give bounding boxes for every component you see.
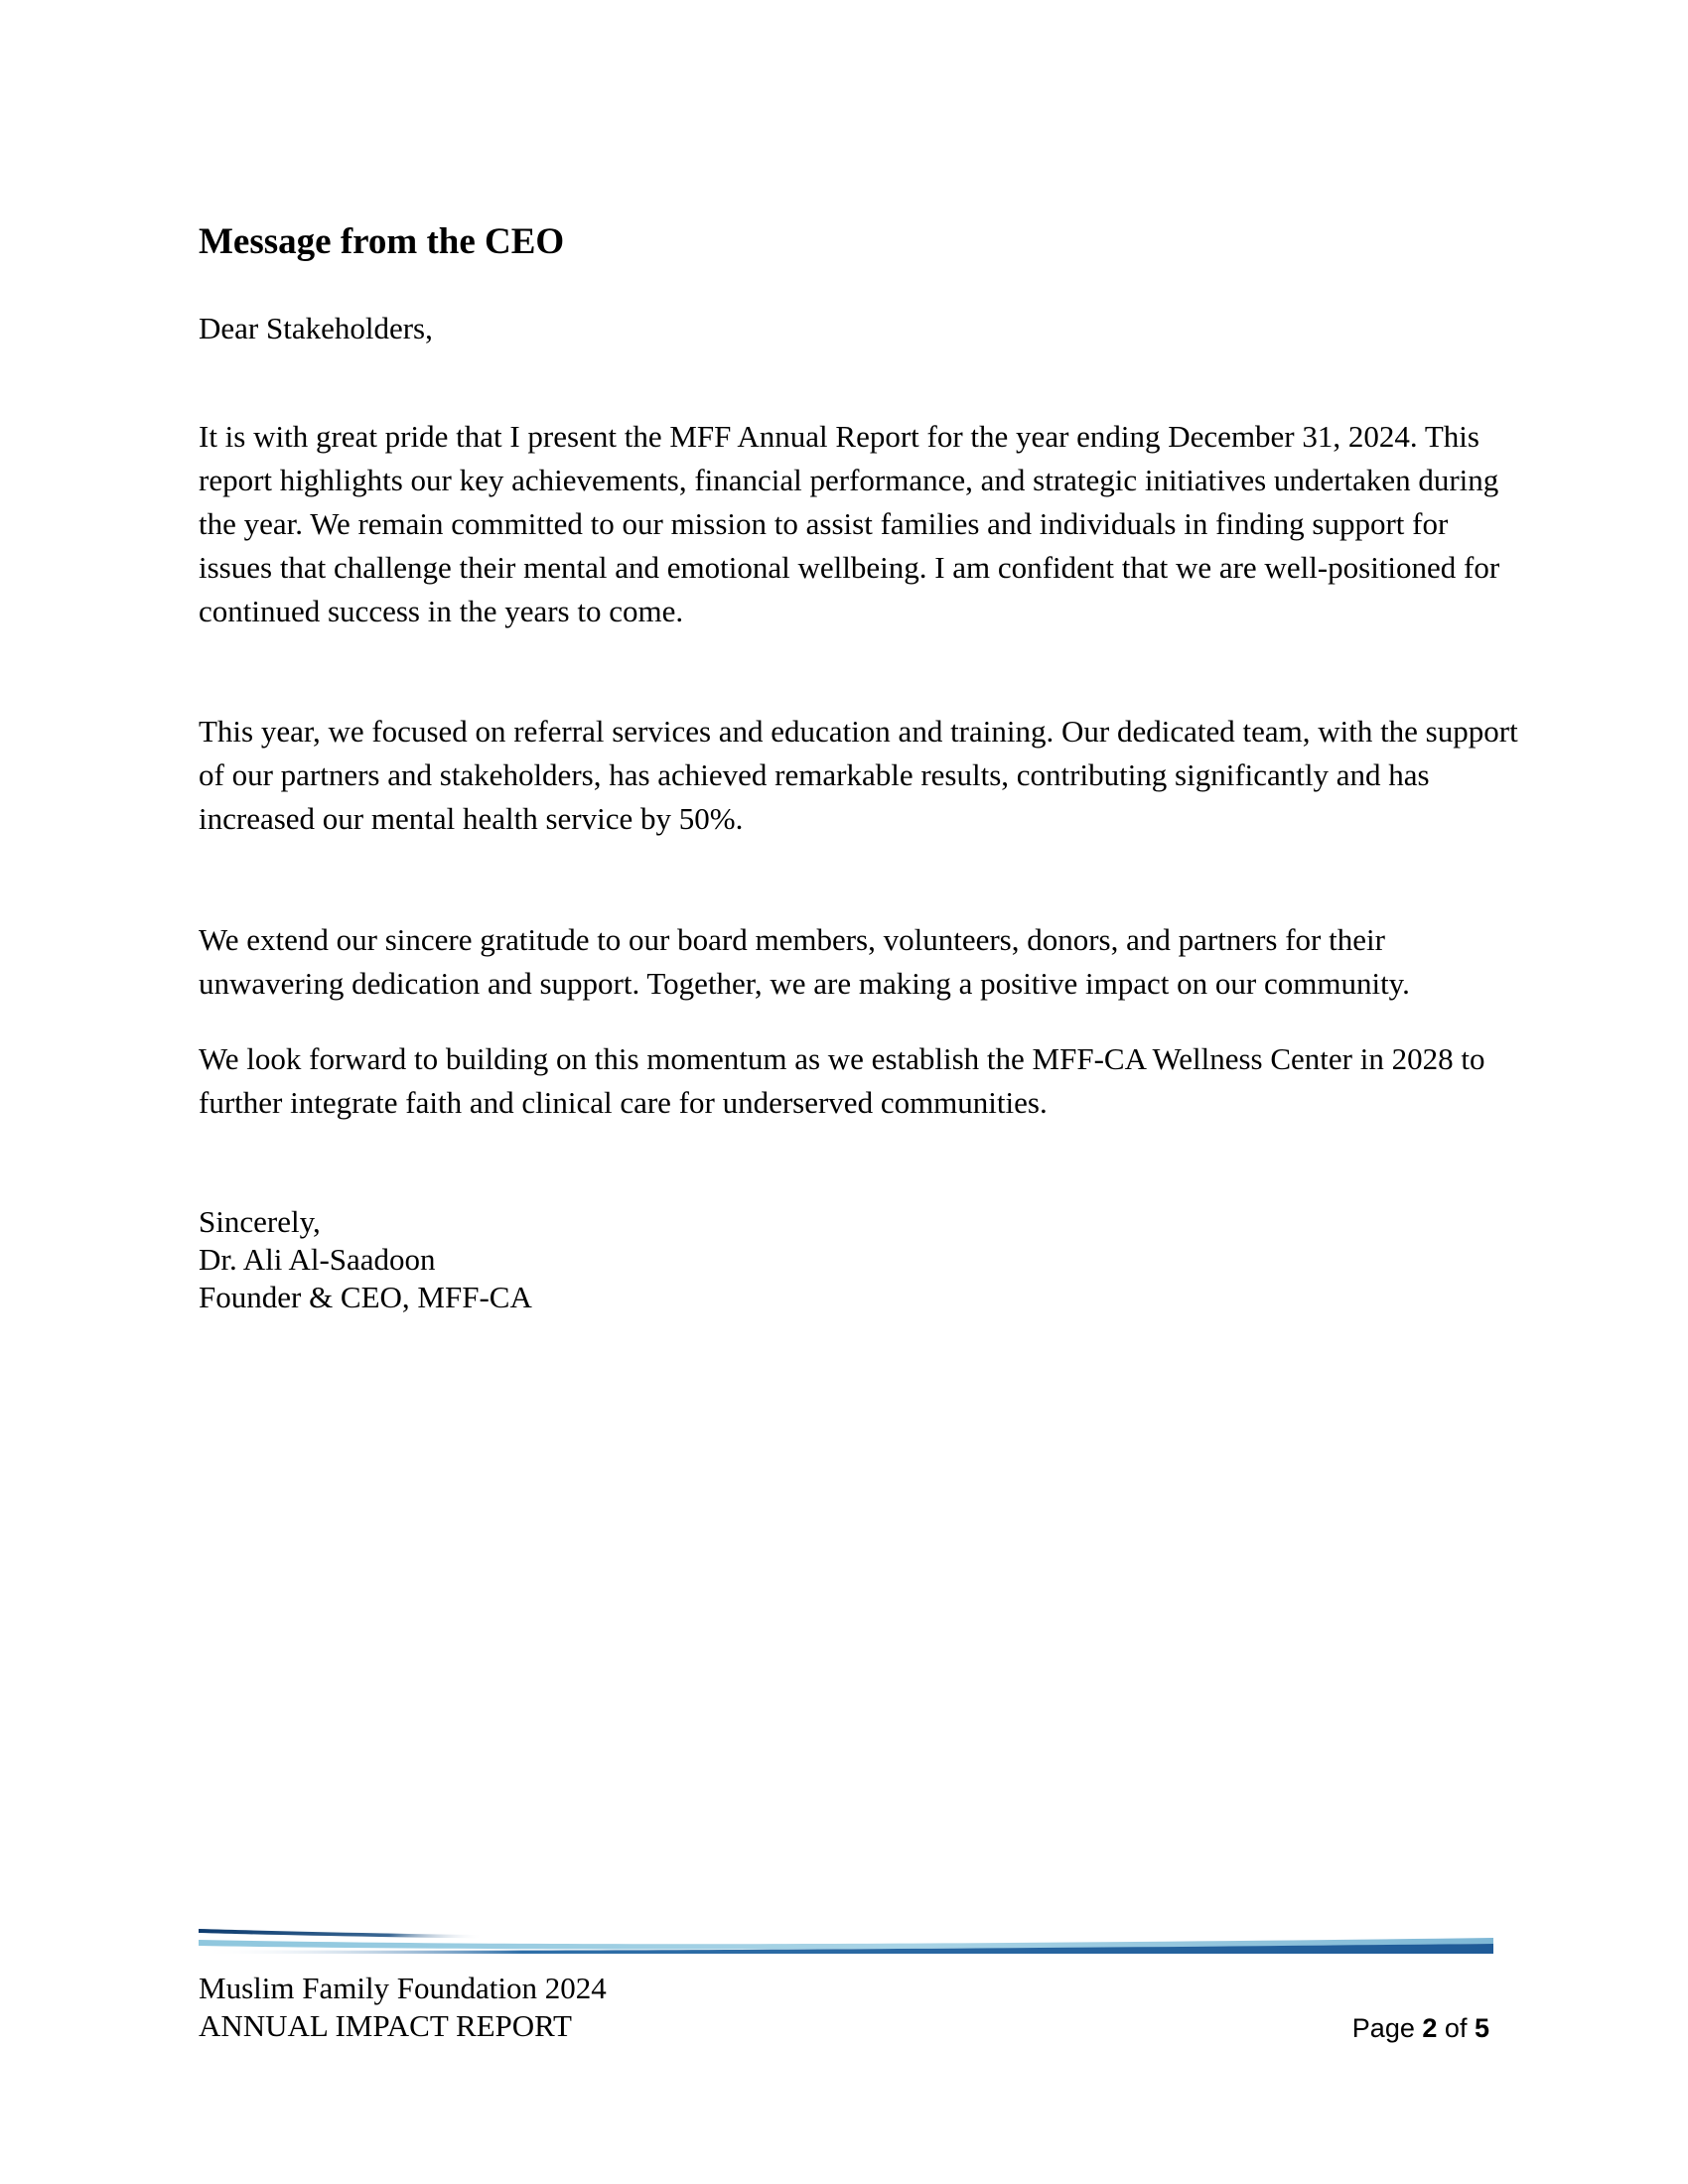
footer-wave-divider (197, 1924, 1493, 1968)
footer-text (199, 1970, 607, 2045)
footer-organization: Muslim Family Foundation 2024 (199, 1971, 607, 2005)
paragraph-focus: This year, we focused on referral services and education and training. Our dedicated team, with the support of our partners and stakeholders, has achieved remarkable results, contributing significantly and has increased our mental health service by 50%. (199, 714, 1518, 836)
paragraph-gratitude: We extend our sincere gratitude to our board members, volunteers, donors, and partners for their unwavering dedication and support. Together, we are making a positive impact on our community. (199, 922, 1410, 1001)
page-current: 2 (1422, 2013, 1438, 2043)
signature-block (199, 1203, 532, 1316)
page-total: 5 (1474, 2013, 1489, 2043)
page-number (1352, 2009, 1489, 2047)
paragraph-outlook: We look forward to building on this momentum as we establish the MFF-CA Wellness Center in 2028 to further integrate faith and clinical care for underserved communities. (199, 1041, 1485, 1120)
footer-report-title: ANNUAL IMPACT REPORT (199, 2008, 572, 2043)
signature-name: Dr. Ali Al-Saadoon (199, 1242, 436, 1277)
page-title: Message from the CEO (199, 221, 565, 262)
signature-closing: Sincerely, (199, 1204, 321, 1239)
signature-title: Founder & CEO, MFF-CA (199, 1280, 532, 1314)
paragraph-intro: It is with great pride that I present the MFF Annual Report for the year ending December 31, 2024. This report highlights our key achievements, financial performance, and strategic initiatives undertaken during the year. We remain committed to our mission to assist families and individuals in finding support for issues that challenge their mental and emotional wellbeing. I am confident that we are well-positioned for continued success in the years to come. (199, 419, 1500, 628)
page-label: Page (1351, 2013, 1415, 2043)
salutation: Dear Stakeholders, (199, 311, 433, 345)
page-of-label: of (1444, 2013, 1468, 2043)
